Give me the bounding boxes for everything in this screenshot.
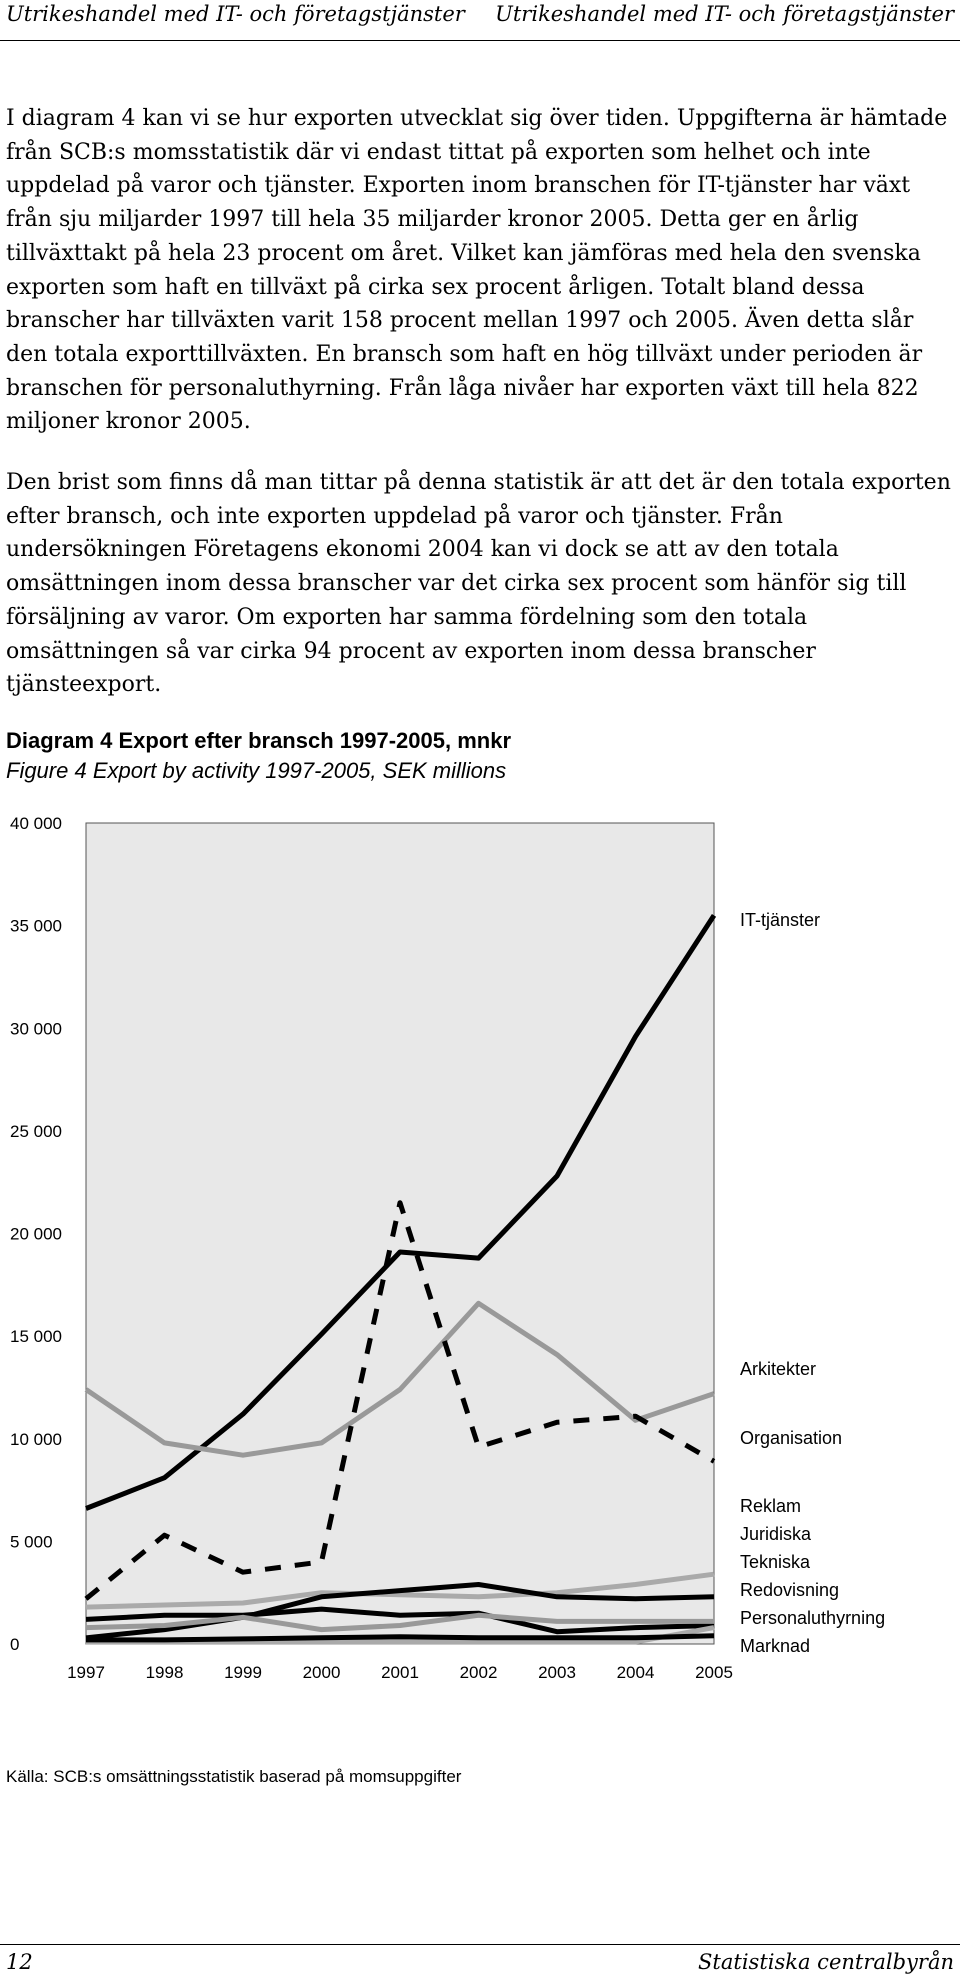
publisher-name: Statistiska centralbyrån (698, 1950, 954, 1974)
legend-labels (740, 910, 885, 1656)
export-line-chart (0, 800, 960, 1700)
y-tick-label: 35 000 (10, 916, 62, 936)
diagram-title: Diagram 4 Export efter bransch 1997-2005, mnkr (6, 728, 512, 753)
legend-label: Juridiska (740, 1524, 812, 1544)
legend-label: Organisation (740, 1428, 843, 1448)
chart-source: Källa: SCB:s omsättningsstatistik baserad på momsuppgifter (6, 1767, 462, 1786)
y-tick-label: 10 000 (10, 1429, 62, 1449)
x-tick-label: 2002 (459, 1663, 498, 1682)
legend-label: Personaluthyrning (740, 1608, 886, 1628)
x-tick-label: 2004 (616, 1663, 655, 1682)
page-number: 12 (6, 1950, 33, 1974)
y-axis-tick-labels (10, 814, 62, 1654)
header-left-title: Utrikeshandel med IT- och företagstjänster (6, 2, 465, 26)
paragraph-2: Den brist som finns då man tittar på denna statistik är att det är den totala exporten efter bransch, och inte exporten uppdelad på varor och tjänster. Från undersökningen Företagens ekonomi 2004 kan vi dock se att av den totala omsättningen inom dessa branscher var det cirka sex procent som hänför sig till försäljning av varor. Om exporten har samma fördelning som den totala omsättningen så var cirka 94 procent av exporten inom dessa branscher tjänsteexport. (6, 470, 951, 698)
legend-label: Redovisning (740, 1580, 840, 1600)
plot-background (86, 823, 714, 1644)
y-tick-label: 15 000 (10, 1327, 62, 1347)
header-rule (0, 40, 960, 41)
paragraph-1: I diagram 4 kan vi se hur exporten utvecklat sig över tiden. Uppgifterna är hämtade från SCB:s momsstatistik där vi endast tittat på exporten som helhet och inte uppdelad på varor och tjänster. Exporten inom branschen för IT-tjänster har växt från sju miljarder 1997 till hela 35 miljarder kronor 2005. Detta ger en årlig tillväxttakt på hela 23 procent om året. Vilket kan jämföras med hela den svenska exporten som haft en tillväxt på cirka sex procent årligen. Totalt bland dessa branscher har tillväxten varit 158 procent mellan 1997 och 2005. Även detta slår den totala exporttillväxten. En bransch som haft en hög tillväxt under perioden är branschen för personaluthyrning. Från låga nivåer har exporten växt till hela 822 miljoner kronor 2005. (6, 106, 948, 435)
y-tick-label: 25 000 (10, 1121, 62, 1141)
x-tick-label: 1998 (145, 1663, 184, 1682)
legend-label: Tekniska (740, 1552, 811, 1572)
legend-label: IT-tjänster (740, 910, 821, 930)
legend-label: Marknad (740, 1636, 811, 1656)
running-header (0, 0, 960, 44)
footer-rule (0, 1944, 960, 1945)
x-tick-label: 2005 (695, 1663, 733, 1682)
y-tick-label: 30 000 (10, 1019, 62, 1039)
y-tick-label: 0 (10, 1635, 20, 1654)
x-tick-label: 1999 (224, 1663, 262, 1682)
y-tick-label: 5 000 (10, 1532, 53, 1552)
legend-label: Arkitekter (740, 1359, 817, 1379)
x-tick-label: 2000 (302, 1663, 341, 1682)
x-tick-label: 2001 (381, 1663, 419, 1682)
x-axis-tick-labels (67, 1663, 733, 1682)
plot-area (86, 823, 714, 1644)
header-right-title: Utrikeshandel med IT- och företagstjänster (495, 2, 954, 26)
y-tick-label: 40 000 (10, 814, 62, 833)
legend-label: Reklam (740, 1496, 802, 1516)
diagram-subtitle: Figure 4 Export by activity 1997-2005, SEK millions (6, 758, 507, 783)
y-tick-label: 20 000 (10, 1224, 62, 1244)
x-tick-label: 2003 (538, 1663, 576, 1682)
x-tick-label: 1997 (67, 1663, 105, 1682)
